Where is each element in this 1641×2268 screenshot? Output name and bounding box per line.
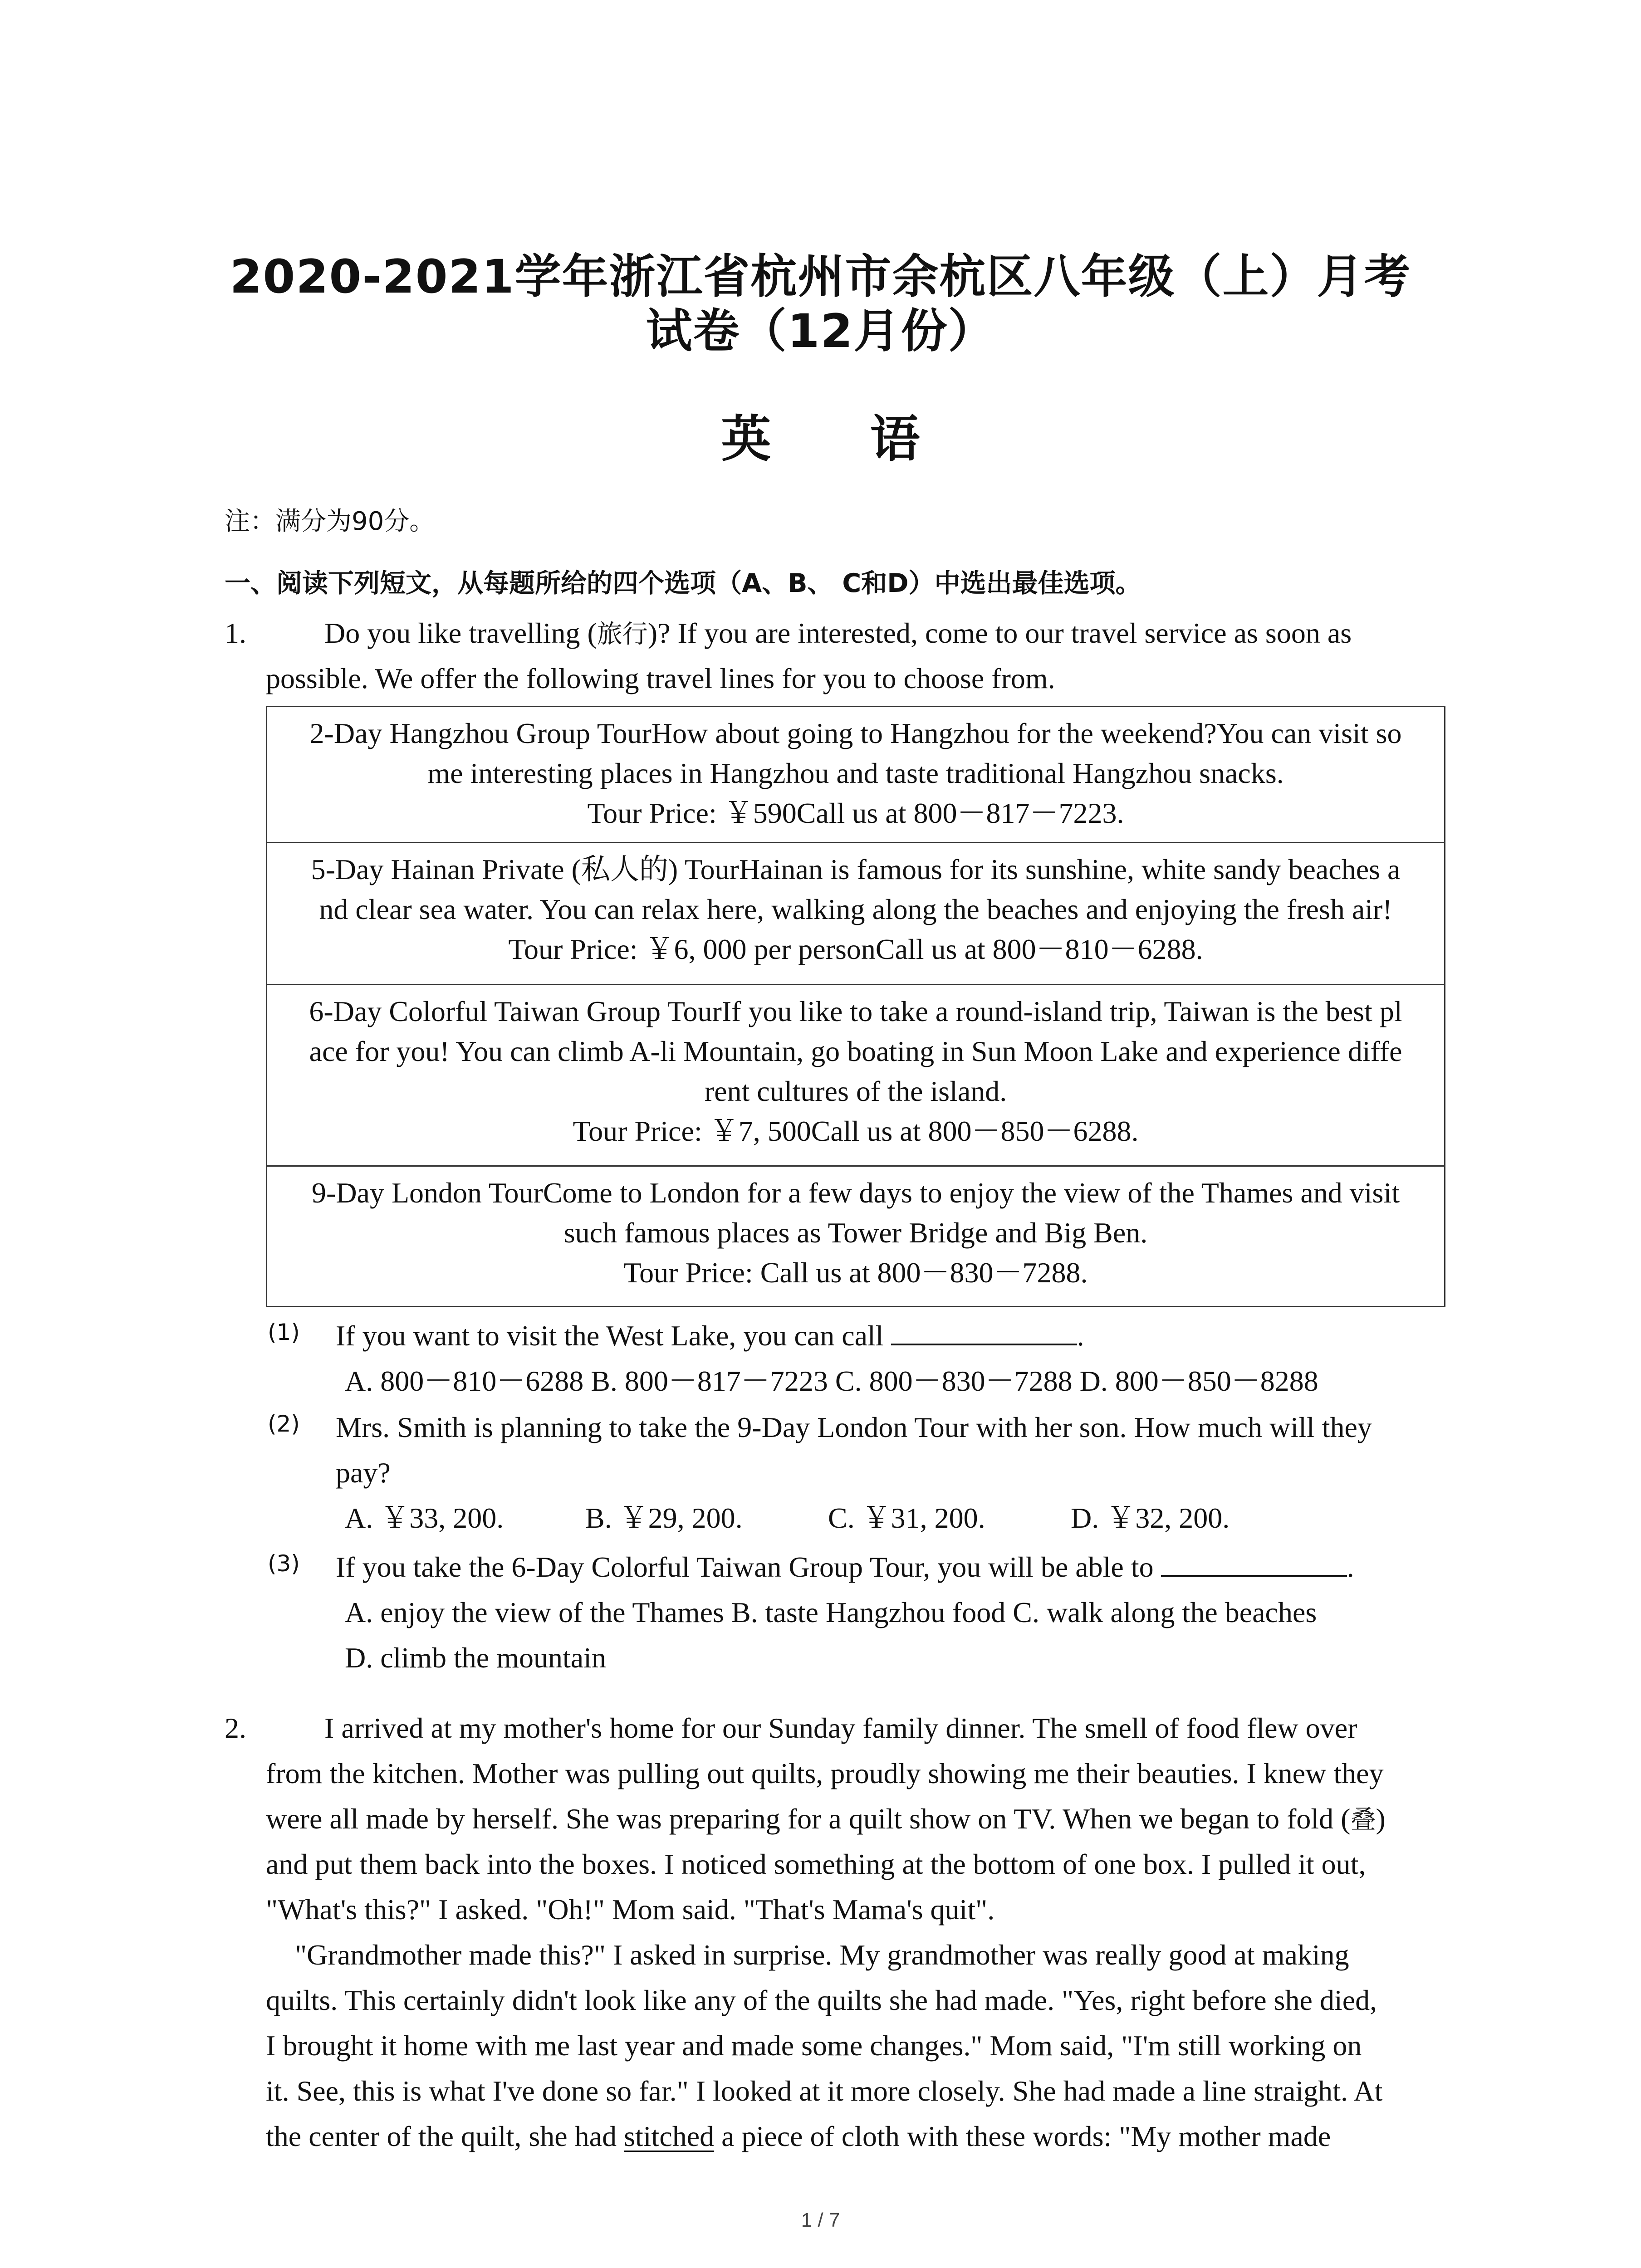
tour-line: 5-Day Hainan Private (私人的) TourHainan is famous for its sunshine, white sandy beaches a: [311, 853, 1401, 885]
tour-line: ace for you! You can climb A-li Mountain, go boating in Sun Moon Lake and experience diffe: [309, 1035, 1402, 1067]
exam-title-line2: 试卷（12月份）: [646, 304, 995, 358]
intro-cjk: 旅行: [597, 620, 648, 649]
option-c: C. ￥31, 200.: [828, 1502, 985, 1534]
tour-row: [267, 1167, 1444, 1306]
stem-text: If you want to visit the West Lake, you can call: [336, 1320, 891, 1352]
tour-line: such famous places as Tower Bridge and Big Ben.: [563, 1217, 1148, 1249]
intro-text-a: Do you like travelling (: [324, 617, 597, 649]
tour-row: [267, 843, 1444, 985]
tour-line: me interesting places in Hangzhou and taste traditional Hangzhou snacks.: [427, 757, 1284, 789]
passage-line: [266, 1796, 1386, 1843]
option-a: A. ￥33, 200.: [345, 1502, 504, 1534]
sub-question-1-options: A. 800－810－6288 B. 800－817－7223 C. 800－830－7288 D. 800－850－8288: [345, 1365, 1318, 1397]
tour-row: [267, 707, 1444, 843]
tour-line: Tour Price: Call us at 800－830－7288.: [623, 1256, 1088, 1289]
subject-title: 英 语: [721, 410, 961, 468]
tour-line: Tour Price: ￥590Call us at 800－817－7223.: [587, 797, 1124, 829]
option-d: D. ￥32, 200.: [1071, 1502, 1230, 1534]
stem-text: If you take the 6-Day Colorful Taiwan Group Tour, you will be able to: [336, 1551, 1161, 1583]
question-2-number: 2.: [225, 1712, 246, 1744]
passage-text: were all made by herself. She was preparing for a quilt show on TV. When we began to fold (: [266, 1803, 1351, 1835]
question-1-intro-line2: possible. We offer the following travel lines for you to choose from.: [266, 662, 1055, 694]
sub-question-1-label: (1): [268, 1319, 300, 1345]
stem-end: .: [1347, 1551, 1354, 1583]
passage-text: a piece of cloth with these words: "My mother made: [714, 2120, 1331, 2152]
tour-row: [267, 985, 1444, 1167]
tour-line: 2-Day Hangzhou Group TourHow about going to Hangzhou for the weekend?You can visit so: [309, 717, 1402, 749]
sub-question-2-stem-line1: Mrs. Smith is planning to take the 9-Day London Tour with her son. How much will they: [336, 1411, 1372, 1443]
tour-line: Tour Price: ￥6, 000 per personCall us at 800－810－6288.: [508, 933, 1203, 965]
underlined-word: stitched: [624, 2120, 715, 2152]
passage-line: it. See, this is what I've done so far." I looked at it more closely. She had made a line straight. At: [266, 2075, 1383, 2107]
tour-line: 9-Day London TourCome to London for a few days to enjoy the view of the Thames and visit: [312, 1177, 1400, 1209]
sub-question-2-label: (2): [268, 1411, 300, 1437]
passage-text-end: ): [1376, 1803, 1386, 1835]
sub-question-2-stem-line2: pay?: [336, 1457, 391, 1489]
passage-line: "What's this?" I asked. "Oh!" Mom said. "That's Mama's quit".: [266, 1893, 995, 1926]
tour-line: Tour Price: ￥7, 500Call us at 800－850－6288.: [573, 1115, 1139, 1147]
sub-question-3-label: (3): [268, 1550, 300, 1577]
tour-line: nd clear sea water. You can relax here, walking along the beaches and enjoying the fresh air!: [319, 893, 1392, 925]
passage-line: from the kitchen. Mother was pulling out quilts, proudly showing me their beauties. I knew they: [266, 1757, 1384, 1789]
question-1-intro-line1: [324, 611, 1352, 657]
passage-line: quilts. This certainly didn't look like any of the quilts she had made. "Yes, right before she died,: [266, 1984, 1377, 2016]
sub-question-3-stem: [336, 1545, 1354, 1590]
option-b: B. ￥29, 200.: [585, 1502, 743, 1534]
passage-cjk: 叠: [1350, 1805, 1376, 1835]
sub-question-3-options-line2: D. climb the mountain: [345, 1642, 606, 1674]
passage-line: [266, 2114, 1331, 2159]
answer-blank[interactable]: [891, 1318, 1077, 1345]
sub-question-3-options-line1: A. enjoy the view of the Thames B. taste Hangzhou food C. walk along the beaches: [345, 1596, 1317, 1628]
question-1-number: 1.: [225, 617, 246, 649]
passage-line: I brought it home with me last year and made some changes." Mom said, "I'm still working on: [266, 2029, 1362, 2062]
passage-text: the center of the quilt, she had: [266, 2120, 624, 2152]
tour-table: [266, 706, 1445, 1307]
stem-end: .: [1077, 1320, 1084, 1352]
sub-question-1-stem: [336, 1313, 1084, 1359]
passage-line: "Grandmother made this?" I asked in surprise. My grandmother was really good at making: [295, 1939, 1349, 1971]
tour-line: rent cultures of the island.: [704, 1075, 1007, 1107]
score-note: 注：满分为90分。: [225, 507, 435, 536]
passage-line: and put them back into the boxes. I noticed something at the bottom of one box. I pulled it out,: [266, 1848, 1366, 1880]
section-heading: 一、阅读下列短文，从每题所给的四个选项（A、B、 C和D）中选出最佳选项。: [225, 568, 1141, 598]
exam-title-line1: 2020-2021学年浙江省杭州市余杭区八年级（上）月考: [230, 250, 1411, 304]
tour-line: 6-Day Colorful Taiwan Group TourIf you like to take a round-island trip, Taiwan is the best pl: [309, 995, 1402, 1027]
intro-text-b: )? If you are interested, come to our travel service as soon as: [647, 617, 1352, 649]
passage-line: I arrived at my mother's home for our Sunday family dinner. The smell of food flew over: [324, 1712, 1357, 1744]
page-number: 1 / 7: [801, 2209, 840, 2231]
answer-blank[interactable]: [1161, 1549, 1347, 1577]
